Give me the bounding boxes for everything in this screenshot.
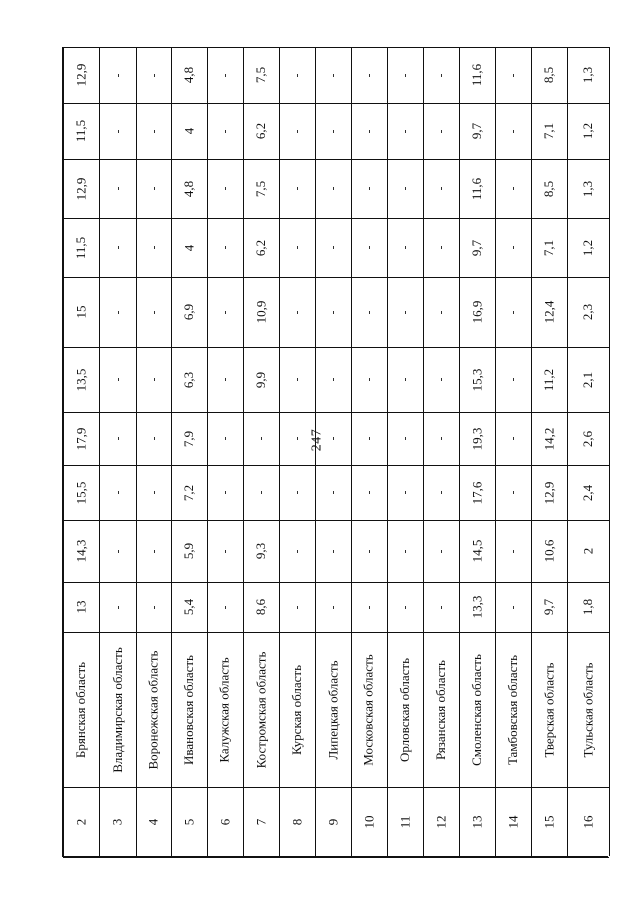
value-cell: - — [397, 73, 412, 77]
value-cell: 11,6 — [469, 63, 484, 87]
value-cell: - — [433, 186, 448, 191]
row-number-cell: 4 — [145, 818, 161, 826]
value-cell: 2,1 — [580, 371, 595, 388]
value-cell: 11,5 — [73, 236, 88, 259]
value-cell: - — [361, 186, 376, 191]
value-cell: 19,3 — [469, 427, 484, 450]
value-cell: - — [146, 436, 160, 441]
row-number-cell: 9 — [325, 818, 340, 826]
value-cell: - — [289, 186, 304, 191]
value-cell: 4 — [181, 244, 196, 251]
value-cell: 2 — [580, 547, 595, 555]
value-cell: - — [110, 377, 124, 382]
region-name-cell: Тульская область — [580, 662, 595, 757]
value-cell: - — [361, 245, 376, 250]
value-cell: 10,6 — [541, 539, 556, 563]
value-cell: 6,2 — [253, 239, 268, 256]
value-cell: 2,6 — [580, 430, 595, 447]
value-cell: 1,3 — [580, 66, 595, 84]
value-cell: - — [217, 377, 232, 382]
value-cell: 7,1 — [541, 122, 556, 140]
value-cell: - — [397, 129, 412, 133]
value-cell: - — [325, 129, 340, 133]
value-cell: - — [289, 490, 304, 495]
value-cell: - — [505, 436, 520, 441]
value-cell: - — [217, 490, 232, 495]
value-cell: - — [433, 436, 448, 441]
value-cell: 12,9 — [73, 63, 88, 87]
value-cell: 7,9 — [181, 430, 196, 447]
value-cell: 10,9 — [253, 300, 268, 324]
value-cell: - — [433, 490, 448, 495]
value-cell: 13,5 — [73, 368, 88, 391]
value-cell: - — [433, 73, 448, 77]
value-cell: - — [289, 377, 304, 382]
value-cell: - — [361, 310, 376, 314]
value-cell: - — [325, 73, 340, 77]
region-name-cell: Ивановская область — [181, 654, 196, 765]
value-cell: - — [110, 129, 124, 133]
region-name-cell: Воронежская область — [145, 650, 161, 769]
value-cell: 7,5 — [253, 66, 268, 84]
value-cell: 13,3 — [469, 595, 484, 619]
value-cell: - — [217, 73, 232, 77]
value-cell: - — [361, 436, 376, 441]
value-cell: 17,6 — [469, 481, 484, 504]
region-name-cell: Московская область — [361, 653, 376, 766]
value-cell: - — [110, 310, 124, 314]
table-grid-row-line — [63, 857, 609, 858]
value-cell: 8,5 — [541, 66, 556, 84]
value-cell: - — [433, 549, 448, 553]
value-cell: - — [505, 186, 520, 191]
value-cell: - — [361, 129, 376, 133]
value-cell: - — [146, 549, 160, 553]
value-cell: - — [505, 245, 520, 250]
value-cell: - — [289, 129, 304, 133]
value-cell: 15 — [73, 305, 88, 319]
value-cell: 2,3 — [580, 303, 595, 321]
value-cell: 7,2 — [181, 484, 196, 501]
value-cell: - — [217, 129, 232, 133]
row-number-cell: 14 — [505, 815, 520, 829]
value-cell: - — [361, 549, 376, 553]
value-cell: 16,9 — [469, 300, 484, 324]
value-cell: 9,7 — [469, 122, 484, 140]
value-cell: - — [325, 605, 340, 609]
value-cell: - — [361, 490, 376, 495]
value-cell: - — [217, 245, 232, 250]
value-cell: 4 — [181, 127, 196, 135]
value-cell: - — [110, 605, 124, 609]
value-cell: - — [217, 605, 232, 609]
value-cell: - — [289, 310, 304, 314]
row-number-cell: 5 — [181, 818, 196, 826]
value-cell: - — [253, 490, 268, 495]
value-cell: - — [505, 605, 520, 609]
value-cell: 7,5 — [253, 180, 268, 197]
row-number-cell: 15 — [541, 815, 556, 829]
region-name-cell: Тамбовская область — [505, 654, 521, 765]
value-cell: 4,8 — [181, 66, 196, 84]
row-number-cell: 3 — [109, 818, 125, 826]
data-table — [62, 47, 608, 857]
value-cell: - — [325, 377, 340, 382]
value-cell: - — [397, 377, 412, 382]
value-cell: - — [505, 73, 520, 77]
value-cell: - — [289, 605, 304, 609]
value-cell: 11,5 — [73, 119, 88, 143]
value-cell: 8,5 — [541, 180, 556, 197]
value-cell: - — [505, 310, 520, 314]
value-cell: - — [433, 245, 448, 250]
value-cell: 9,7 — [469, 239, 484, 256]
value-cell: - — [146, 129, 160, 133]
value-cell: - — [110, 436, 124, 441]
row-number-cell: 2 — [73, 818, 88, 826]
value-cell: - — [505, 129, 520, 133]
value-cell: - — [146, 73, 160, 77]
value-cell: - — [146, 245, 160, 250]
value-cell: - — [505, 490, 520, 495]
value-cell: - — [325, 186, 340, 191]
region-name-cell: Тверская область — [541, 662, 557, 757]
value-cell: 8,6 — [253, 598, 268, 616]
value-cell: 5,4 — [181, 598, 196, 616]
row-number-cell: 10 — [361, 815, 376, 829]
value-cell: - — [397, 490, 412, 495]
value-cell: - — [397, 245, 412, 250]
value-cell: 1,8 — [580, 598, 595, 616]
value-cell: 4,8 — [181, 180, 196, 197]
row-number-cell: 7 — [253, 818, 268, 826]
value-cell: - — [325, 310, 340, 314]
value-cell: - — [397, 605, 412, 609]
value-cell: - — [146, 377, 160, 382]
value-cell: 1,2 — [580, 239, 595, 256]
value-cell: - — [397, 310, 412, 314]
value-cell: - — [217, 436, 232, 441]
value-cell: - — [505, 377, 520, 382]
value-cell: 15,5 — [73, 481, 88, 504]
region-name-cell: Орловская область — [397, 657, 412, 762]
value-cell: - — [433, 605, 448, 609]
row-number-cell: 11 — [397, 815, 412, 829]
value-cell: - — [110, 245, 124, 250]
table-grid-column-line — [609, 47, 610, 856]
region-name-cell: Калужская область — [217, 656, 233, 763]
value-cell: - — [397, 436, 412, 441]
value-cell: - — [217, 186, 232, 191]
value-cell: 9,9 — [253, 371, 268, 388]
value-cell: 2,4 — [580, 484, 595, 501]
value-cell: 9,7 — [541, 598, 556, 616]
value-cell: - — [146, 490, 160, 495]
row-number-cell: 12 — [433, 815, 448, 829]
value-cell: 11,2 — [541, 368, 556, 391]
value-cell: - — [361, 377, 376, 382]
value-cell: 12,9 — [541, 481, 556, 504]
value-cell: - — [146, 310, 160, 314]
value-cell: 11,6 — [469, 177, 484, 200]
value-cell: - — [361, 605, 376, 609]
row-number-cell: 16 — [580, 815, 595, 829]
value-cell: - — [397, 186, 412, 191]
region-name-cell: Липецкая область — [325, 659, 341, 760]
value-cell: - — [433, 129, 448, 133]
region-name-cell: Смоленская область — [469, 653, 485, 766]
value-cell: 6,2 — [253, 122, 268, 140]
value-cell: - — [325, 490, 340, 495]
value-cell: - — [289, 245, 304, 250]
value-cell: - — [253, 436, 268, 441]
row-number-cell: 13 — [469, 815, 484, 829]
region-name-cell: Владимирская область — [109, 646, 125, 773]
value-cell: - — [325, 549, 340, 553]
value-cell: 12,9 — [73, 177, 88, 200]
value-cell: 1,2 — [580, 122, 595, 140]
value-cell: - — [397, 549, 412, 553]
value-cell: 9,3 — [253, 542, 268, 560]
value-cell: - — [146, 186, 160, 191]
value-cell: - — [217, 549, 232, 553]
value-cell: 6,9 — [181, 303, 196, 321]
row-number-cell: 6 — [217, 818, 232, 826]
value-cell: 1,3 — [580, 180, 595, 197]
value-cell: - — [289, 436, 304, 441]
value-cell: - — [289, 549, 304, 553]
value-cell: 14,2 — [541, 427, 556, 450]
value-cell: - — [110, 549, 124, 553]
row-number-cell: 8 — [289, 818, 304, 826]
value-cell: - — [110, 186, 124, 191]
value-cell: - — [146, 605, 160, 609]
value-cell: 14,5 — [469, 539, 484, 563]
region-name-cell: Рязанская область — [433, 659, 448, 760]
value-cell: 12,4 — [541, 300, 556, 324]
value-cell: - — [325, 436, 340, 441]
value-cell: 14,3 — [73, 539, 88, 563]
value-cell: 6,3 — [181, 371, 196, 388]
value-cell: - — [289, 73, 304, 77]
value-cell: - — [110, 490, 124, 495]
value-cell: 17,9 — [73, 427, 88, 450]
value-cell: 15,3 — [469, 368, 484, 391]
region-name-cell: Костромская область — [253, 651, 269, 768]
value-cell: - — [361, 73, 376, 77]
value-cell: - — [110, 73, 124, 77]
region-name-cell: Курская область — [289, 664, 305, 755]
value-cell: 5,9 — [181, 542, 196, 560]
page-number: 247 — [309, 428, 325, 452]
value-cell: 7,1 — [541, 239, 556, 256]
value-cell: - — [433, 310, 448, 314]
value-cell: - — [433, 377, 448, 382]
region-name-cell: Брянская область — [73, 661, 88, 758]
value-cell: 13 — [73, 600, 88, 614]
value-cell: - — [505, 549, 520, 553]
value-cell: - — [325, 245, 340, 250]
value-cell: - — [217, 310, 232, 314]
